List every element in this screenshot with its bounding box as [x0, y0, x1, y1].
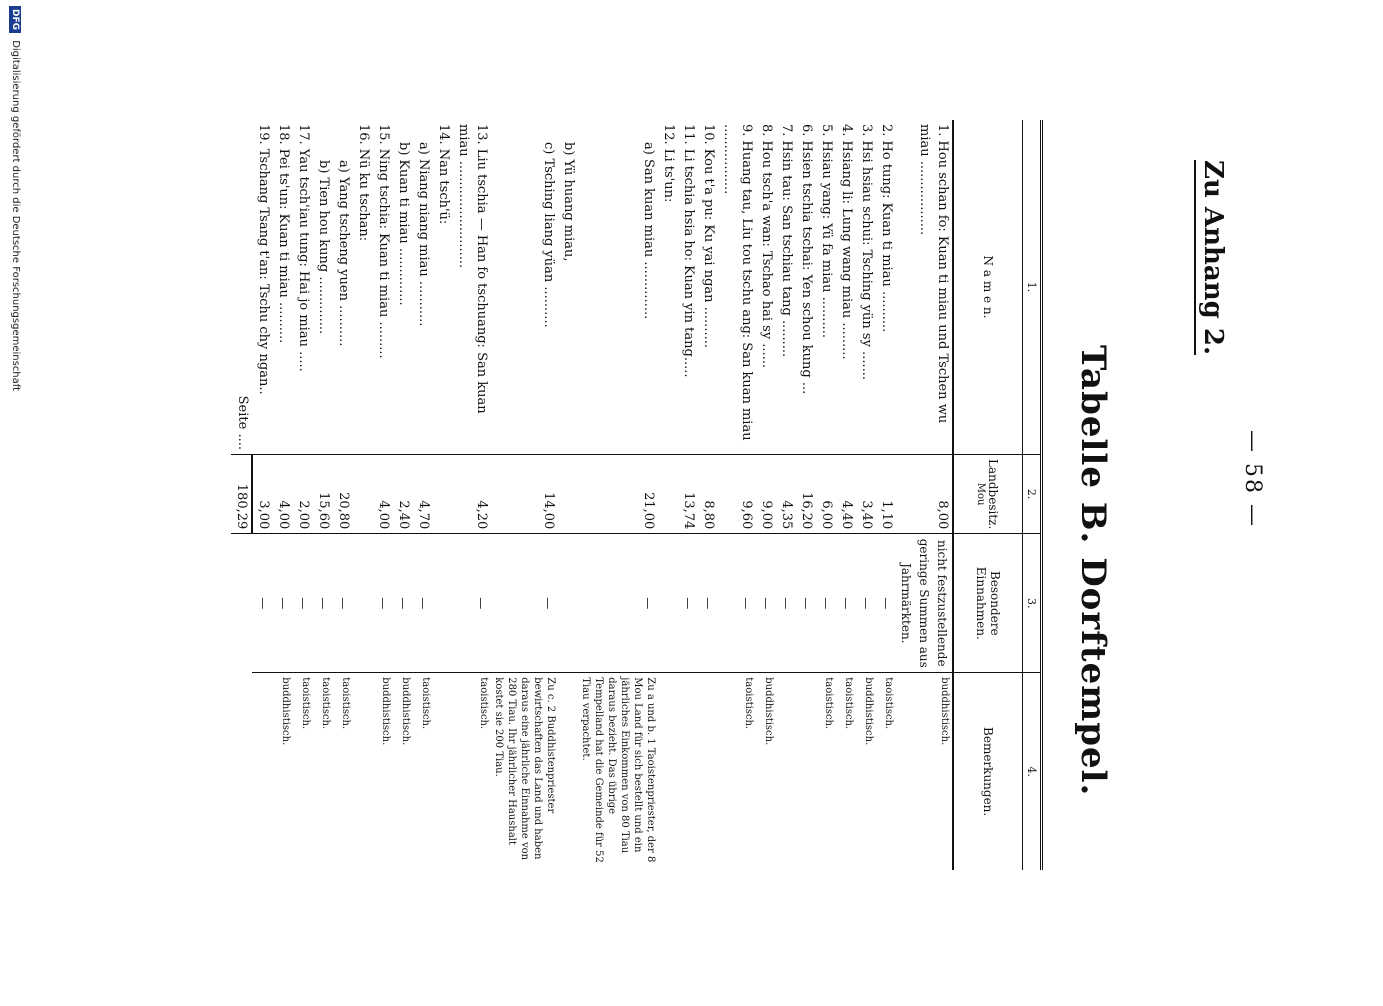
table-row: [658, 120, 678, 870]
row-remark: [353, 673, 373, 870]
table-row: [393, 120, 413, 870]
table-row: [718, 120, 756, 870]
row-name: a) Niang niang miau ...........: [416, 142, 431, 327]
row-name: 14. Nan tsch'ü:: [436, 124, 451, 225]
table-row: [313, 120, 333, 870]
table-title: Tabelle B. Dorftempel.: [1073, 345, 1113, 797]
table-row: [896, 120, 953, 870]
row-income: —: [816, 534, 836, 673]
row-area: 8,00: [896, 455, 953, 534]
row-area: [558, 455, 578, 534]
row-area: 21,00: [578, 455, 658, 534]
row-income: —: [373, 534, 393, 673]
row-name: a) San kuan miau ..............: [641, 142, 656, 320]
row-income: —: [293, 534, 313, 673]
row-remark: Zu c. 2 Buddhistenpriester bewirtschaften das Land und haben daraus eine jährliche Einnahme von 280 Tiau. Ihr jährlicher Haushalt kostet sie 200 Tiau.: [493, 677, 556, 861]
row-name: 15. Ning tschia: Kuan ti miau .........: [376, 124, 391, 359]
name-header: N a m e n.: [953, 120, 1023, 455]
row-area: 2,40: [393, 455, 413, 534]
row-remark: buddhistisch.: [380, 677, 391, 746]
row-area: 3,00: [252, 455, 273, 534]
table-row: [698, 120, 718, 870]
table-row: [558, 120, 578, 870]
row-remark: buddhistisch.: [763, 677, 774, 746]
table-row: [252, 120, 273, 870]
row-income: —: [836, 534, 856, 673]
row-area: 6,00: [816, 455, 836, 534]
row-income: —: [491, 534, 558, 673]
row-income: —: [876, 534, 896, 673]
area-header-label: Landbesitz.: [986, 459, 1001, 530]
table-row: [756, 120, 776, 870]
row-remark: taoistisch.: [823, 677, 834, 730]
row-name: 17. Yau tsch'iau tung: Hai jo miau .....: [296, 124, 311, 372]
row-remark: taoistisch.: [743, 677, 754, 730]
table-row: [678, 120, 698, 870]
row-area: 16,20: [796, 455, 816, 534]
row-name: b) Kuan ti miau ..............: [396, 142, 411, 306]
row-income: —: [718, 534, 756, 673]
row-area: 4,00: [373, 455, 393, 534]
row-area: 8,80: [698, 455, 718, 534]
row-area: 9,00: [756, 455, 776, 534]
row-income: —: [578, 534, 658, 673]
row-income: —: [776, 534, 796, 673]
row-remark: [678, 673, 698, 870]
table-row: [816, 120, 836, 870]
row-remark: taoistisch.: [320, 677, 331, 730]
row-income: —: [393, 534, 413, 673]
row-remark: [252, 673, 273, 870]
row-name: a) Yang tscheng yuen ..........: [336, 160, 351, 347]
row-area: 4,40: [836, 455, 856, 534]
temple-table: [231, 120, 1043, 870]
area-unit: Mou: [975, 482, 987, 506]
col-number-2: 2.: [1023, 455, 1042, 534]
row-name: 1. Hou schan fo: Kuan ti miau und Tschen wu miau ..................: [917, 124, 950, 424]
footer: [9, 0, 21, 1006]
row-remark: [776, 673, 796, 870]
table-row: [413, 120, 433, 870]
row-remark: taoistisch.: [340, 677, 351, 730]
row-income: [658, 534, 678, 673]
row-area: [433, 455, 453, 534]
row-area: 2,00: [293, 455, 313, 534]
row-income: —: [856, 534, 876, 673]
row-remark: [658, 673, 678, 870]
table-row: [796, 120, 816, 870]
col-number-1: 1.: [1023, 120, 1042, 455]
row-name: 3. Hsi hsiau schui: Tsching yün sy .......: [859, 124, 874, 380]
appendix-title: Zu Anhang 2.: [1194, 160, 1228, 355]
row-remark: Zu a und b. 1 Taoistenpriester, der 8 Mou Land für sich bestellt und ein jährliches Einkommen von 80 Tiau daraus bezieht. Das übrige Tempelland hat die Gemeinde für 52 Tiau verpachtet.: [580, 677, 656, 863]
row-name: 8. Hou tsch'a wan: Tschao hai sy ......: [759, 124, 774, 369]
footer-text: Digitalisierung gefördert durch die Deutsche Forschungsgemeinschaft: [10, 40, 21, 392]
income-header: Besondere Einnahmen.: [953, 534, 1023, 673]
row-remark: taoistisch.: [843, 677, 854, 730]
row-remark: [433, 673, 453, 870]
row-area: 3,40: [856, 455, 876, 534]
row-area: [353, 455, 373, 534]
row-name: b) Tien hou kung ..............: [316, 160, 331, 335]
row-area: 4,00: [273, 455, 293, 534]
row-area: 4,70: [413, 455, 433, 534]
page-number: — 58 —: [1240, 430, 1265, 528]
remarks-header: Bemerkungen.: [953, 673, 1023, 870]
total-label: Seite ....: [235, 395, 250, 450]
row-name: 7. Hsin tau: San tschiau tang .........: [779, 124, 794, 358]
table-row: [433, 120, 453, 870]
row-name: 12. Li ts'un:: [661, 124, 676, 203]
row-remark: [558, 673, 578, 870]
row-remark: buddhistisch.: [939, 677, 950, 746]
row-name: b) Yü huang miau,: [561, 142, 576, 262]
row-income: —: [453, 534, 491, 673]
row-income: —: [413, 534, 433, 673]
row-name: 10. Kou t'a pu: Ku yai ngan ..........: [701, 124, 716, 348]
table-row: [836, 120, 856, 870]
table-row: [273, 120, 293, 870]
row-area: 13,74: [678, 455, 698, 534]
col-number-3: 3.: [1023, 534, 1042, 673]
row-remark: taoistisch.: [300, 677, 311, 730]
row-income: [353, 534, 373, 673]
row-area: 20,80: [333, 455, 353, 534]
row-name: c) Tsching liang yüan ..........: [541, 142, 556, 328]
row-name: 19. Tschang Tsang t'an: Tschu chy ngan..: [256, 124, 271, 395]
table-row: [776, 120, 796, 870]
row-name: 9. Huang tau, Liu tou tschu ang: San kuan miau .................: [721, 124, 754, 441]
total-remark: [231, 673, 252, 870]
total-income: [231, 534, 252, 673]
row-name: 16. Nü ku tschan:: [356, 124, 371, 242]
table-row: [856, 120, 876, 870]
row-name: 18. Pei ts'un: Kuan ti miau ..........: [276, 124, 291, 344]
row-remark: [796, 673, 816, 870]
row-area: [658, 455, 678, 534]
col-number-4: 4.: [1023, 673, 1042, 870]
table-row: [578, 120, 658, 870]
row-income: nicht festzustellende geringe Summen aus Jahrmärkten.: [896, 534, 953, 673]
row-income: —: [333, 534, 353, 673]
row-remark: taoistisch.: [420, 677, 431, 730]
total-area: 180,29: [231, 455, 252, 534]
table-row: [453, 120, 491, 870]
row-area: 4,35: [776, 455, 796, 534]
row-name: 13. Liu tschia — Han fo tschuang: San kuan miau ..........................: [456, 124, 489, 414]
row-income: —: [796, 534, 816, 673]
row-remark: buddhistisch.: [400, 677, 411, 746]
row-income: —: [678, 534, 698, 673]
row-remark: buddhistisch.: [280, 677, 291, 746]
row-area: 4,20: [453, 455, 491, 534]
row-area: 1,10: [876, 455, 896, 534]
table-row: [353, 120, 373, 870]
row-income: —: [273, 534, 293, 673]
column-number-row: [1023, 120, 1042, 870]
row-name: 4. Hsiang li: Lung wang miau .........: [839, 124, 854, 360]
row-income: —: [252, 534, 273, 673]
table-row: [333, 120, 353, 870]
row-area: 9,60: [718, 455, 756, 534]
row-income: —: [698, 534, 718, 673]
row-remark: taoistisch.: [478, 677, 489, 730]
table-row: [876, 120, 896, 870]
row-remark: buddhistisch.: [863, 677, 874, 746]
row-area: 15,60: [313, 455, 333, 534]
row-name: 11. Li tschia hsia ho: Kuan yin tang.....: [681, 124, 696, 378]
row-name: 5. Hsiau yang: Yü fa miau ..........: [819, 124, 834, 338]
row-income: [558, 534, 578, 673]
row-area: 14,00: [491, 455, 558, 534]
table-body: [252, 120, 953, 870]
row-income: [433, 534, 453, 673]
table-row: [491, 120, 558, 870]
row-name: 2. Ho tung: Kuan ti miau ..........: [879, 124, 894, 333]
table-row: [373, 120, 393, 870]
row-income: —: [756, 534, 776, 673]
table-row: [293, 120, 313, 870]
column-header-row: [953, 120, 1023, 870]
total-row: [231, 120, 252, 870]
area-header: [953, 455, 1023, 534]
dfg-logo: DFG: [9, 6, 21, 33]
row-name: 6. Hsien tschia tschai: Yen schou kung ...: [799, 124, 814, 395]
row-remark: taoistisch.: [883, 677, 894, 730]
row-income: —: [313, 534, 333, 673]
row-remark: [698, 673, 718, 870]
